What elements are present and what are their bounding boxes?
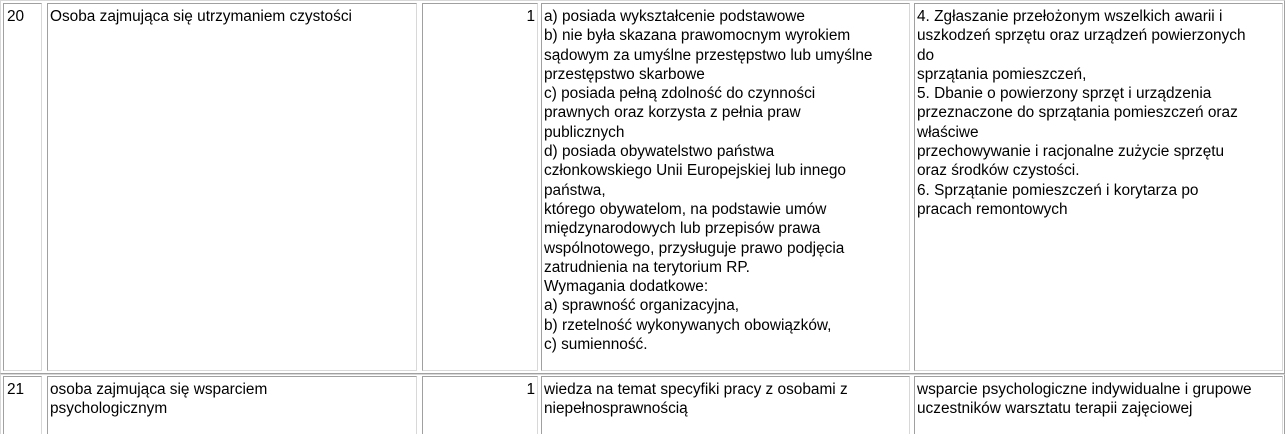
requirement-line: c) sumienność. [544,336,648,354]
duty-line: oraz środków czystości. [917,162,1080,180]
duty-line: do [917,46,935,64]
requirement-line: wspólnotowego, przysługuje prawo podjęcia [544,239,845,257]
duty-line: właściwe [917,123,979,141]
duty-line: wsparcie psychologiczne indywidualne i grupowe [917,381,1252,398]
position-cell [47,3,417,371]
duty-line: pracach remontowych [917,200,1068,218]
position-cell [47,376,417,434]
requirement-line: publicznych [544,123,625,141]
requirement-line: zatrudnienia na terytorium RP. [544,258,750,276]
requirement-line: państwa, [544,181,606,199]
requirement-line: a) sprawność organizacyjna, [544,297,740,315]
requirements-cell [541,376,910,434]
requirement-line: Wymagania dodatkowe: [544,278,709,296]
quantity-value: 1 [526,8,535,25]
requirement-line: a) posiada wykształcenie podstawowe [544,8,805,25]
duty-line: przechowywanie i racjonalne zużycie sprzętu [917,143,1225,161]
requirement-line: d) posiada obywatelstwo państwa [544,143,775,161]
requirement-line: wiedza na temat specyfiki pracy z osobami z [544,381,848,398]
row-number-cell [3,3,42,371]
duty-line: 6. Sprzątanie pomieszczeń i korytarza po [917,181,1199,199]
requirement-line: prawnych oraz korzysta z pełnia praw [544,104,801,122]
quantity-value: 1 [526,381,535,398]
row-number: 21 [7,381,25,398]
position-text: osoba zajmująca się wsparciem [50,381,268,398]
requirement-line: przestępstwo skarbowe [544,65,705,83]
duty-line: przeznaczone do sprzątania pomieszczeń oraz [917,104,1238,122]
duty-line: uszkodzeń sprzętu oraz urządzeń powierzonych [917,27,1246,45]
requirement-line: sądowym za umyślne przestępstwo lub umyślne [544,46,873,64]
row-number: 20 [7,8,25,25]
duty-line: 4. Zgłaszanie przełożonym wszelkich awarii i [917,8,1223,25]
requirement-line: którego obywatelom, na podstawie umów [544,200,827,218]
requirement-line: b) nie była skazana prawomocnym wyrokiem [544,27,851,45]
requirement-line: b) rzetelność wykonywanych obowiązków, [544,316,832,334]
duty-line: uczestników warsztatu terapii zajęciowej [917,400,1193,418]
requirement-line: niepełnosprawnością [544,400,688,418]
quantity-cell [422,3,538,371]
position-text: Osoba zajmująca się utrzymaniem czystości [50,8,352,25]
requirement-line: c) posiada pełną zdolność do czynności [544,85,816,103]
requirement-line: członkowskiego Unii Europejskiej lub innego [544,162,846,180]
quantity-cell [422,376,538,434]
duty-line: 5. Dbanie o powierzony sprzęt i urządzenia [917,85,1212,103]
duties-cell [914,376,1283,434]
duty-line: sprzątania pomieszczeń, [917,65,1087,83]
duties-cell [914,3,1283,371]
requirements-cell [541,3,910,371]
requirement-line: międzynarodowych lub przepisów prawa [544,220,821,238]
row-number-cell [3,376,42,434]
position-text: psychologicznym [50,400,168,418]
